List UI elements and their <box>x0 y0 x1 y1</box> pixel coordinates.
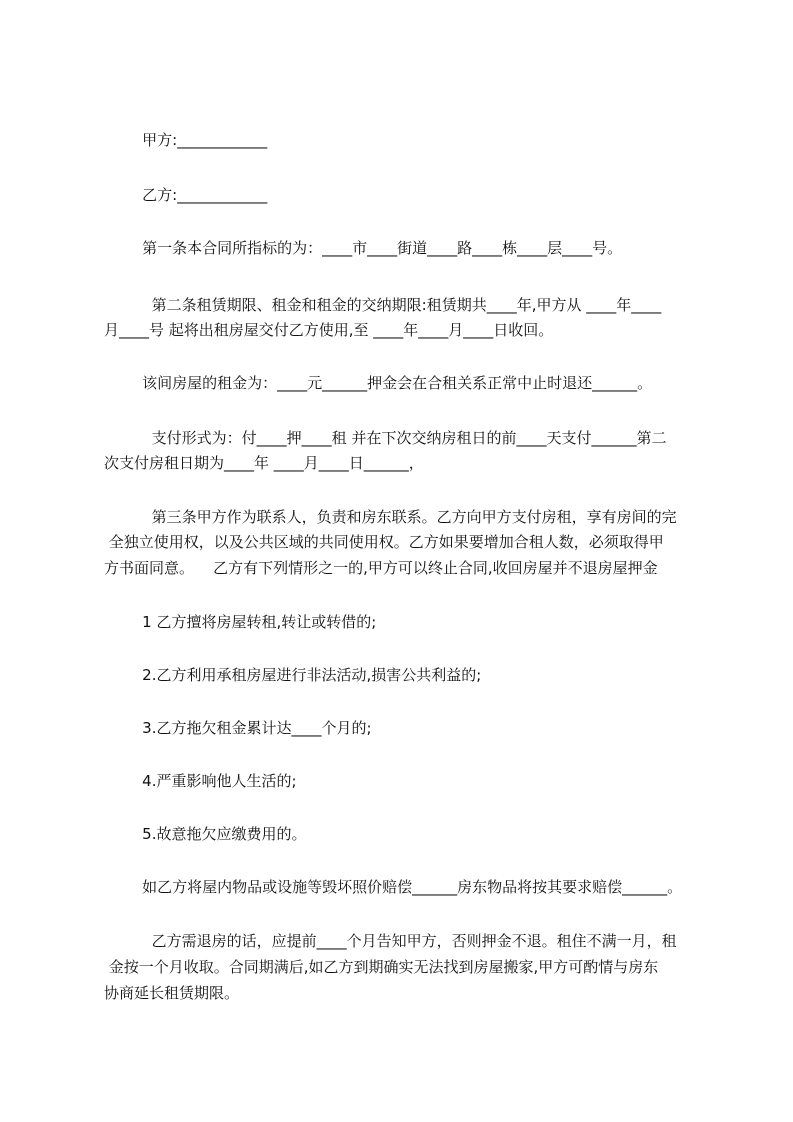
party-b-line: 乙方:____________ <box>104 186 268 204</box>
move-out-line-2: 金按一个月收取。合同期满后,如乙方到期确实无法找到房屋搬家,甲方可酌情与房东 <box>104 958 659 976</box>
payment-line-1: 支付形式为：付____押____租 并在下次交纳房租日的前____天支付______第二 <box>104 429 667 447</box>
article-3-line-3: 方书面同意。 乙方有下列情形之一的,甲方可以终止合同,收回房屋并不退房屋押金 <box>104 559 658 577</box>
rent-line: 该间房屋的租金为：____元______押金会在合租关系正常中止时退还______。 <box>104 374 653 392</box>
move-out-line-3: 协商延长租赁期限。 <box>104 984 240 1002</box>
clause-4-line: 4.严重影响他人生活的; <box>104 772 297 790</box>
article-3-line-2: 全独立使用权，以及公共区域的共同使用权。乙方如果要增加合租人数，必须取得甲 <box>104 533 664 551</box>
party-a-line: 甲方:____________ <box>104 131 268 149</box>
move-out-line-1: 乙方需退房的话，应提前____个月告知甲方，否则押金不退。租住不满一月，租 <box>104 932 677 950</box>
article-2-line-1: 第二条租赁期限、租金和租金的交纳期限:租赁期共____年,甲方从 ____年____ <box>104 296 662 314</box>
payment-line-2: 次支付房租日期为____年 ____月____日______， <box>104 454 424 472</box>
clause-2-line: 2.乙方利用承租房屋进行非法活动,损害公共利益的; <box>104 666 482 684</box>
article-2-line-2: 月____号 起将出租房屋交付乙方使用,至 ____年____月____日收回。 <box>104 321 554 339</box>
clause-3-line: 3.乙方拖欠租金累计达____个月的; <box>104 719 372 737</box>
article-1-line: 第一条本合同所指标的为：____市____街道____路____栋____层____号。 <box>104 239 623 257</box>
article-3-line-1: 第三条甲方作为联系人，负责和房东联系。乙方向甲方支付房租，享有房间的完 <box>104 508 677 526</box>
damage-line: 如乙方将屋内物品或设施等毁坏照价赔偿______房东物品将按其要求赔偿______。 <box>104 878 683 896</box>
clause-1-line: 1 乙方擅将房屋转租,转让或转借的; <box>104 613 377 631</box>
clause-5-line: 5.故意拖欠应缴费用的。 <box>104 825 307 843</box>
